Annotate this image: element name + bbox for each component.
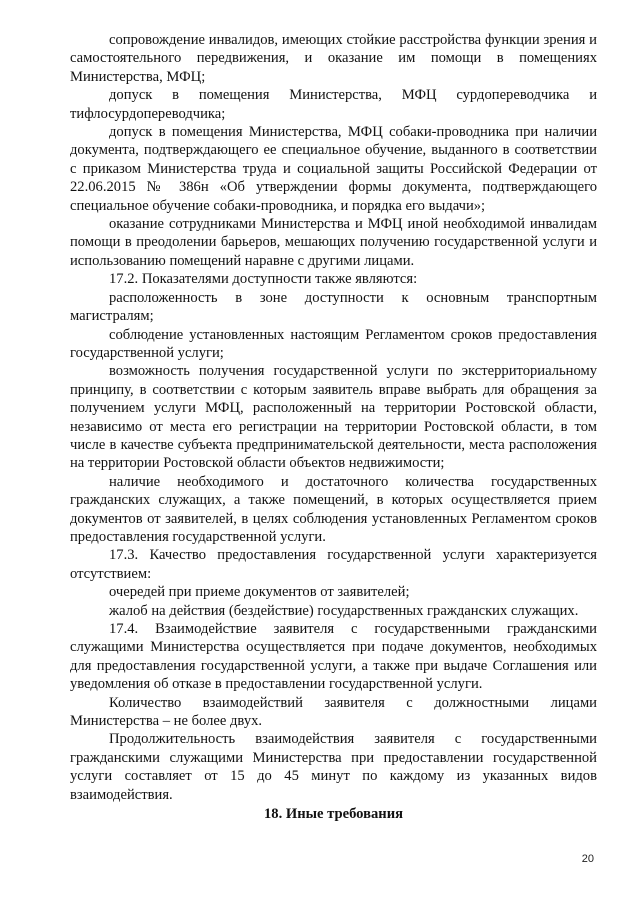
paragraph-escort-disabled: сопровождение инвалидов, имеющих стойкие расстройства функции зрения и самостоятельного передвижения, и оказание им помощи в помещениях Министерства, МФЦ; — [70, 32, 597, 85]
paragraph-guide-dog: допуск в помещения Министерства, МФЦ собаки-проводника при наличии документа, подтверждающего ее специальное обучение, выданного в соответствии с приказом Министерства труда и социальной защиты Российской Федерации от 22.06.2015 № 386н «Об утверждении формы документа, подтверждающего специальное обучение собаки-проводника, и порядка его выдачи»; — [70, 124, 597, 214]
paragraph-no-queues: очередей при приеме документов от заявителей; — [109, 584, 410, 601]
paragraph-transport-access: расположенность в зоне доступности к основным транспортным магистралям; — [70, 289, 597, 325]
document-body — [70, 31, 597, 823]
paragraph-interaction-duration: Продолжительность взаимодействия заявителя с государственными гражданскими служащими Министерства при предоставлении государственной услуги составляет от 15 до 45 минут по каждому из указанных видов взаимодействия. — [70, 731, 597, 803]
page-number: 20 — [581, 853, 594, 865]
paragraph-deadlines: соблюдение установленных настоящим Регламентом сроков предоставления государственной услуги; — [70, 326, 597, 361]
paragraph-17-4-interaction: 17.4. Взаимодействие заявителя с государственными гражданскими служащими Министерства осуществляется при подаче документов, необходимых для предоставления государственной услуги, а также при выдаче Соглашения или уведомления об отказе в предоставлении государственной услуги. — [70, 621, 597, 693]
paragraph-17-3-quality: 17.3. Качество предоставления государственной услуги характеризуется отсутствием: — [70, 547, 597, 582]
paragraph-interaction-count: Количество взаимодействий заявителя с должностными лицами Министерства – не более двух. — [70, 694, 597, 730]
paragraph-other-assistance: оказание сотрудниками Министерства и МФЦ иной необходимой инвалидам помощи в преодолении барьеров, мешающих получению государственной услуги и использованию помещений наравне с другими лицами. — [70, 216, 597, 269]
paragraph-staff-premises: наличие необходимого и достаточного количества государственных гражданских служащих, а также помещений, в которых осуществляется прием документов от заявителей, в целях соблюдения установленных Регламентом сроков предоставления государственной услуги. — [70, 473, 597, 545]
paragraph-extraterritorial: возможность получения государственной услуги по экстерриториальному принципу, в соответствии с которым заявитель вправе выбрать для обращения за получением услуги МФЦ, расположенный на территории Ростовской области, независимо от места его регистрации на территории Ростовской области, в том числе в качестве субъекта предпринимательской деятельности, места расположения на территории Ростовской области объектов недвижимости; — [70, 363, 597, 472]
paragraph-sign-interpreter: допуск в помещения Министерства, МФЦ сурдопереводчика и тифлосурдопереводчика; — [70, 87, 597, 122]
paragraph-17-2-intro: 17.2. Показателями доступности также являются: — [109, 271, 418, 288]
paragraph-no-complaints: жалоб на действия (бездействие) государственных гражданских служащих. — [109, 602, 579, 619]
section-heading: 18. Иные требования — [263, 806, 404, 823]
